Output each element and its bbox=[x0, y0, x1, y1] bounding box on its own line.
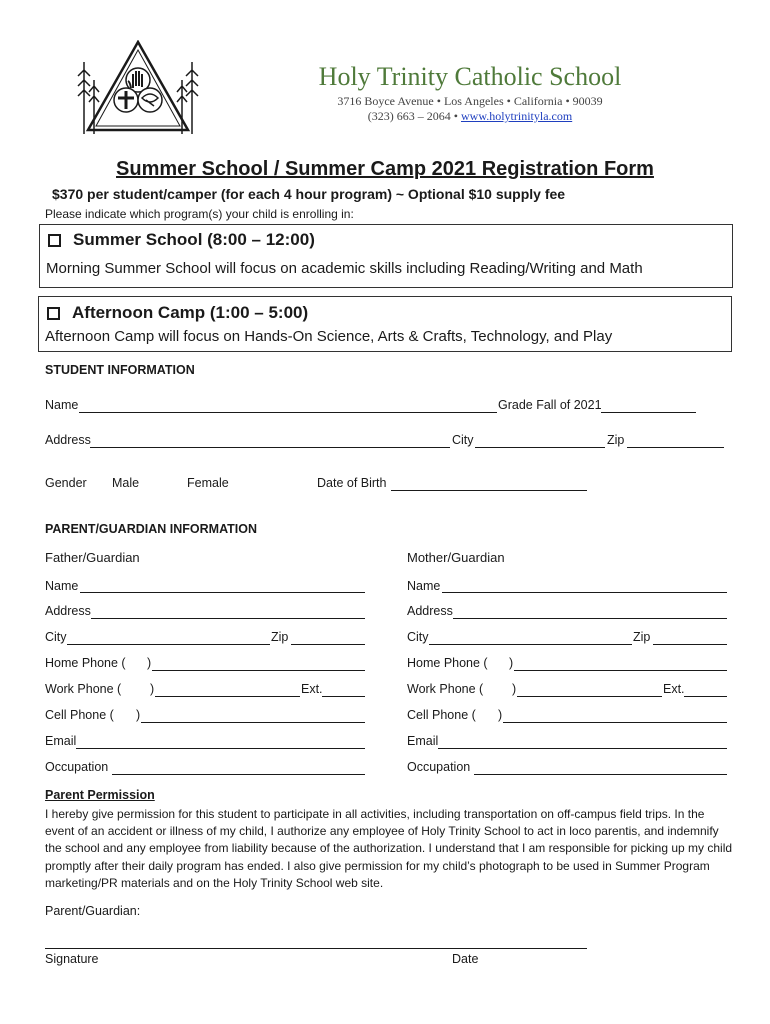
father-ext-field[interactable] bbox=[322, 696, 365, 697]
student-zip-field[interactable] bbox=[627, 447, 724, 448]
permission-text: I hereby give permission for this student to participate in all activities, including transportation on off-campus field trips. In the event of an accident or illness of my child, I authorize any employee of Holy Trinity School to act in loco parentis, and indemnify the school and any employee from liability because of the authorization. I understand that I am responsible for picking up my child promptly after their daily program has ended. I also give permission for my child’s photograph to be used in Summer Program marketing/PR materials and on the Holy Trinity School web site. bbox=[45, 807, 733, 890]
student-name-field[interactable] bbox=[79, 412, 497, 413]
mother-home-phone-label: Home Phone ( bbox=[407, 656, 488, 670]
gender-label: Gender bbox=[45, 476, 87, 490]
mother-email-field[interactable] bbox=[438, 748, 727, 749]
parent-info-heading: PARENT/GUARDIAN INFORMATION bbox=[45, 522, 258, 536]
parent-guardian-label: Parent/Guardian: bbox=[45, 904, 141, 918]
signature-line[interactable] bbox=[45, 948, 587, 949]
father-home-phone-paren: ) bbox=[147, 656, 152, 670]
father-email-label: Email bbox=[45, 734, 77, 748]
program-instruction: Please indicate which program(s) your child is enrolling in: bbox=[45, 207, 354, 221]
student-name-label: Name bbox=[45, 398, 79, 412]
father-home-phone-field[interactable] bbox=[152, 670, 365, 671]
dob-label: Date of Birth bbox=[317, 476, 387, 490]
mother-occupation-field[interactable] bbox=[474, 774, 727, 775]
permission-title: Parent Permission bbox=[45, 788, 155, 802]
mother-email-label: Email bbox=[407, 734, 439, 748]
father-work-phone-label: Work Phone ( bbox=[45, 682, 122, 696]
dob-field[interactable] bbox=[391, 490, 587, 491]
father-occupation-label: Occupation bbox=[45, 760, 109, 774]
mother-cell-phone-label: Cell Phone ( bbox=[407, 708, 476, 722]
afternoon-camp-title: Afternoon Camp (1:00 – 5:00) bbox=[72, 303, 309, 322]
mother-occupation-label: Occupation bbox=[407, 760, 471, 774]
summer-school-description: Morning Summer School will focus on academic skills including Reading/Writing and Math bbox=[46, 260, 643, 277]
father-name-field[interactable] bbox=[80, 592, 365, 593]
father-work-phone-field[interactable] bbox=[155, 696, 300, 697]
price-line: $370 per student/camper (for each 4 hour program) ~ Optional $10 supply fee bbox=[52, 186, 566, 202]
student-city-field[interactable] bbox=[475, 447, 605, 448]
father-cell-phone-paren: ) bbox=[136, 708, 141, 722]
father-city-label: City bbox=[45, 630, 67, 644]
afternoon-camp-box bbox=[38, 296, 732, 352]
signature-label: Signature bbox=[45, 952, 99, 966]
mother-zip-label: Zip bbox=[633, 630, 651, 644]
mother-work-phone-label: Work Phone ( bbox=[407, 682, 484, 696]
mother-guardian-heading: Mother/Guardian bbox=[407, 550, 505, 565]
father-ext-label: Ext. bbox=[301, 682, 323, 696]
father-work-phone-paren: ) bbox=[150, 682, 155, 696]
school-address: 3716 Boyce Avenue • Los Angeles • California • 90039 bbox=[337, 94, 603, 108]
mother-ext-label: Ext. bbox=[663, 682, 685, 696]
summer-school-checkbox[interactable] bbox=[48, 234, 61, 247]
student-address-label: Address bbox=[45, 433, 91, 447]
father-guardian-heading: Father/Guardian bbox=[45, 550, 140, 565]
school-name: Holy Trinity Catholic School bbox=[318, 62, 622, 91]
school-website-link[interactable]: www.holytrinityla.com bbox=[460, 109, 573, 123]
mother-address-field[interactable] bbox=[453, 618, 727, 619]
mother-address-label: Address bbox=[407, 604, 453, 618]
summer-school-box bbox=[39, 224, 733, 288]
father-occupation-field[interactable] bbox=[112, 774, 365, 775]
student-zip-label: Zip bbox=[607, 433, 625, 447]
mother-work-phone-field[interactable] bbox=[517, 696, 662, 697]
school-phone: (323) 663 – 2064 • bbox=[367, 109, 461, 123]
mother-cell-phone-field[interactable] bbox=[503, 722, 727, 723]
mother-home-phone-field[interactable] bbox=[514, 670, 727, 671]
father-home-phone-label: Home Phone ( bbox=[45, 656, 126, 670]
date-label: Date bbox=[452, 952, 479, 966]
father-email-field[interactable] bbox=[76, 748, 365, 749]
father-address-field[interactable] bbox=[91, 618, 365, 619]
grade-label: Grade Fall of 2021 bbox=[498, 398, 602, 412]
mother-city-label: City bbox=[407, 630, 429, 644]
mother-home-phone-paren: ) bbox=[509, 656, 514, 670]
gender-female-option[interactable]: Female bbox=[187, 476, 229, 490]
mother-zip-field[interactable] bbox=[653, 644, 727, 645]
father-name-label: Name bbox=[45, 579, 79, 593]
afternoon-camp-checkbox[interactable] bbox=[47, 307, 60, 320]
school-logo bbox=[76, 40, 200, 136]
father-cell-phone-field[interactable] bbox=[141, 722, 365, 723]
father-cell-phone-label: Cell Phone ( bbox=[45, 708, 114, 722]
afternoon-camp-description: Afternoon Camp will focus on Hands-On Science, Arts & Crafts, Technology, and Play bbox=[45, 328, 613, 345]
student-address-field[interactable] bbox=[90, 447, 450, 448]
mother-cell-phone-paren: ) bbox=[498, 708, 503, 722]
mother-name-field[interactable] bbox=[442, 592, 727, 593]
summer-school-title: Summer School (8:00 – 12:00) bbox=[73, 230, 315, 249]
grade-field[interactable] bbox=[601, 412, 696, 413]
mother-ext-field[interactable] bbox=[684, 696, 727, 697]
father-city-field[interactable] bbox=[67, 644, 270, 645]
school-contact bbox=[300, 109, 640, 124]
summer-school-option[interactable] bbox=[48, 230, 315, 250]
father-zip-field[interactable] bbox=[291, 644, 365, 645]
school-address-block bbox=[300, 94, 640, 124]
form-title: Summer School / Summer Camp 2021 Registration Form bbox=[116, 158, 654, 180]
father-address-label: Address bbox=[45, 604, 91, 618]
afternoon-camp-option[interactable] bbox=[47, 303, 308, 323]
student-city-label: City bbox=[452, 433, 474, 447]
gender-male-option[interactable]: Male bbox=[112, 476, 140, 490]
mother-work-phone-paren: ) bbox=[512, 682, 517, 696]
student-info-heading: STUDENT INFORMATION bbox=[45, 363, 195, 377]
father-zip-label: Zip bbox=[271, 630, 289, 644]
mother-city-field[interactable] bbox=[429, 644, 632, 645]
mother-name-label: Name bbox=[407, 579, 441, 593]
